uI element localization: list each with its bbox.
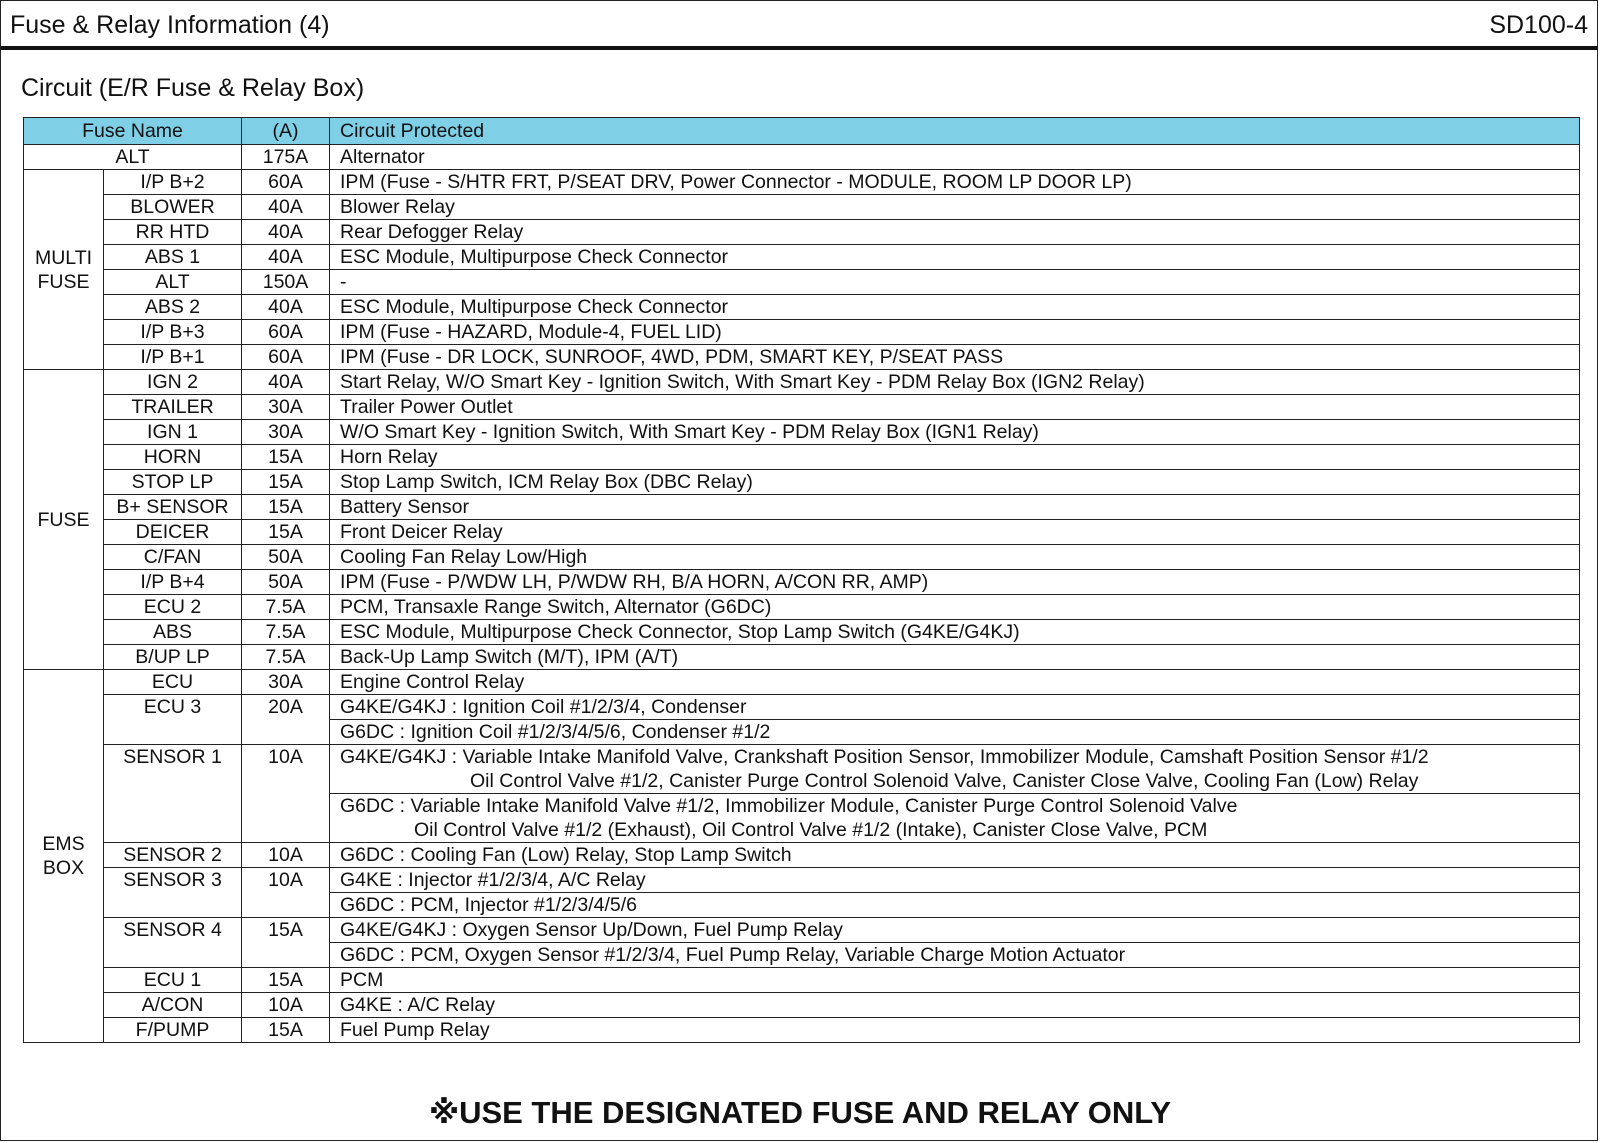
table-header-row [24,118,1580,145]
fuse-amp: 175A [242,145,330,170]
table-row [24,320,1580,345]
fuse-amp: 40A [242,295,330,320]
fuse-circuit: IPM (Fuse - P/WDW LH, P/WDW RH, B/A HORN, A/CON RR, AMP) [330,570,1580,595]
table-row [24,470,1580,495]
fuse-amp: 10A [242,745,330,843]
group-label: MULTI [34,246,93,269]
fuse-table-container [23,117,1580,1043]
table-row [24,145,1580,170]
fuse-amp: 15A [242,495,330,520]
fuse-amp: 30A [242,670,330,695]
table-row [24,370,1580,395]
fuse-name: ALT [104,270,242,295]
fuse-amp: 7.5A [242,645,330,670]
fuse-table [23,117,1580,1043]
table-row [24,345,1580,370]
fuse-amp: 50A [242,570,330,595]
col-header-circuit: Circuit Protected [330,118,1580,145]
fuse-name: ABS 2 [104,295,242,320]
fuse-name: B+ SENSOR [104,495,242,520]
page-header [1,1,1597,50]
fuse-circuit: G6DC : PCM, Oxygen Sensor #1/2/3/4, Fuel Pump Relay, Variable Charge Motion Actuator [330,943,1580,968]
fuse-circuit: PCM [330,968,1580,993]
fuse-circuit: Alternator [330,145,1580,170]
table-row [24,595,1580,620]
fuse-amp: 40A [242,195,330,220]
table-row [24,1018,1580,1043]
fuse-circuit-multiline [330,745,1580,794]
fuse-name: ABS [104,620,242,645]
group-label: FUSE [37,270,90,293]
fuse-circuit: Horn Relay [330,445,1580,470]
fuse-circuit: ESC Module, Multipurpose Check Connector, Stop Lamp Switch (G4KE/G4KJ) [330,620,1580,645]
fuse-circuit-multiline [330,794,1580,843]
table-row [24,495,1580,520]
fuse-amp: 30A [242,395,330,420]
table-row [24,170,1580,195]
table-row [24,220,1580,245]
table-row [24,245,1580,270]
table-row [24,670,1580,695]
fuse-circuit: ESC Module, Multipurpose Check Connector [330,245,1580,270]
fuse-amp: 50A [242,545,330,570]
table-row [24,395,1580,420]
circuit-line: Oil Control Valve #1/2, Canister Purge Control Solenoid Valve, Canister Close Valve, Cooling Fan (Low) Relay [470,770,1419,792]
table-row [24,520,1580,545]
fuse-name: ALT [24,145,242,170]
section-title: Circuit (E/R Fuse & Relay Box) [21,74,365,102]
fuse-circuit: Trailer Power Outlet [330,395,1580,420]
fuse-name: SENSOR 4 [104,918,242,968]
group-ems-box [24,670,104,1043]
fuse-amp: 60A [242,345,330,370]
warning-note: ※USE THE DESIGNATED FUSE AND RELAY ONLY [428,1095,1172,1130]
table-row [24,545,1580,570]
fuse-circuit: ESC Module, Multipurpose Check Connector [330,295,1580,320]
fuse-amp: 60A [242,320,330,345]
fuse-circuit: G4KE : Injector #1/2/3/4, A/C Relay [330,868,1580,893]
fuse-amp: 15A [242,445,330,470]
fuse-amp: 40A [242,220,330,245]
fuse-amp: 7.5A [242,595,330,620]
doc-code: SD100-4 [1489,11,1588,39]
fuse-amp: 10A [242,868,330,918]
fuse-name: SENSOR 2 [104,843,242,868]
fuse-circuit: G4KE : A/C Relay [330,993,1580,1018]
table-row [24,868,1580,893]
fuse-name: ECU 3 [104,695,242,745]
fuse-name: B/UP LP [104,645,242,670]
table-row [24,445,1580,470]
table-row [24,620,1580,645]
table-row [24,645,1580,670]
fuse-amp: 15A [242,520,330,545]
fuse-circuit: IPM (Fuse - HAZARD, Module-4, FUEL LID) [330,320,1580,345]
fuse-name: ABS 1 [104,245,242,270]
fuse-name: IGN 1 [104,420,242,445]
fuse-name: STOP LP [104,470,242,495]
fuse-amp: 40A [242,370,330,395]
table-row [24,295,1580,320]
fuse-circuit: G6DC : PCM, Injector #1/2/3/4/5/6 [330,893,1580,918]
circuit-line: G4KE/G4KJ : Variable Intake Manifold Valve, Crankshaft Position Sensor, Immobilizer Module, Camshaft Position Sensor #1/2 [340,746,1429,768]
fuse-amp: 20A [242,695,330,745]
fuse-name: I/P B+1 [104,345,242,370]
fuse-name: C/FAN [104,545,242,570]
table-row [24,968,1580,993]
fuse-circuit: Stop Lamp Switch, ICM Relay Box (DBC Relay) [330,470,1580,495]
fuse-circuit: G6DC : Cooling Fan (Low) Relay, Stop Lamp Switch [330,843,1580,868]
fuse-amp: 7.5A [242,620,330,645]
table-row [24,695,1580,720]
fuse-circuit: IPM (Fuse - S/HTR FRT, P/SEAT DRV, Power Connector - MODULE, ROOM LP DOOR LP) [330,170,1580,195]
circuit-line: Oil Control Valve #1/2 (Exhaust), Oil Control Valve #1/2 (Intake), Canister Close Valve, PCM [414,819,1208,841]
fuse-circuit: G4KE/G4KJ : Oxygen Sensor Up/Down, Fuel Pump Relay [330,918,1580,943]
fuse-name: I/P B+4 [104,570,242,595]
col-header-amp: (A) [242,118,330,145]
fuse-name: RR HTD [104,220,242,245]
fuse-name: IGN 2 [104,370,242,395]
fuse-amp: 10A [242,993,330,1018]
fuse-name: ECU 1 [104,968,242,993]
fuse-circuit: IPM (Fuse - DR LOCK, SUNROOF, 4WD, PDM, SMART KEY, P/SEAT PASS [330,345,1580,370]
fuse-circuit: G4KE/G4KJ : Ignition Coil #1/2/3/4, Condenser [330,695,1580,720]
fuse-name: TRAILER [104,395,242,420]
table-row [24,195,1580,220]
fuse-amp: 10A [242,843,330,868]
fuse-amp: 15A [242,470,330,495]
fuse-name: SENSOR 1 [104,745,242,843]
fuse-name: I/P B+2 [104,170,242,195]
table-row [24,843,1580,868]
group-label: BOX [42,857,85,879]
fuse-name: SENSOR 3 [104,868,242,918]
fuse-circuit: Cooling Fan Relay Low/High [330,545,1580,570]
fuse-circuit: W/O Smart Key - Ignition Switch, With Smart Key - PDM Relay Box (IGN1 Relay) [330,420,1580,445]
table-row [24,918,1580,943]
fuse-circuit: PCM, Transaxle Range Switch, Alternator (G6DC) [330,595,1580,620]
table-row [24,420,1580,445]
fuse-circuit: Front Deicer Relay [330,520,1580,545]
fuse-amp: 60A [242,170,330,195]
fuse-circuit: Fuel Pump Relay [330,1018,1580,1043]
fuse-circuit: G6DC : Ignition Coil #1/2/3/4/5/6, Condenser #1/2 [330,720,1580,745]
fuse-amp: 30A [242,420,330,445]
fuse-name: F/PUMP [104,1018,242,1043]
fuse-circuit: Rear Defogger Relay [330,220,1580,245]
fuse-circuit: - [330,270,1580,295]
group-label: EMS [42,833,85,855]
fuse-name: BLOWER [104,195,242,220]
fuse-circuit: Blower Relay [330,195,1580,220]
fuse-name: ECU [104,670,242,695]
table-row [24,270,1580,295]
fuse-circuit: Engine Control Relay [330,670,1580,695]
fuse-amp: 15A [242,1018,330,1043]
fuse-name: HORN [104,445,242,470]
group-multi-fuse [24,170,104,370]
group-fuse: FUSE [24,370,104,670]
fuse-name: A/CON [104,993,242,1018]
table-row [24,993,1580,1018]
fuse-amp: 150A [242,270,330,295]
circuit-line: G6DC : Variable Intake Manifold Valve #1/2, Immobilizer Module, Canister Purge Control Solenoid Valve [340,795,1238,817]
fuse-amp: 40A [242,245,330,270]
fuse-amp: 15A [242,968,330,993]
doc-title: Fuse & Relay Information (4) [10,11,330,39]
table-row [24,745,1580,794]
fuse-circuit: Battery Sensor [330,495,1580,520]
fuse-circuit: Start Relay, W/O Smart Key - Ignition Switch, With Smart Key - PDM Relay Box (IGN2 Relay) [330,370,1580,395]
fuse-name: ECU 2 [104,595,242,620]
table-row [24,570,1580,595]
fuse-amp: 15A [242,918,330,968]
col-header-fuse-name: Fuse Name [24,118,242,145]
fuse-name: I/P B+3 [104,320,242,345]
fuse-name: DEICER [104,520,242,545]
fuse-circuit: Back-Up Lamp Switch (M/T), IPM (A/T) [330,645,1580,670]
